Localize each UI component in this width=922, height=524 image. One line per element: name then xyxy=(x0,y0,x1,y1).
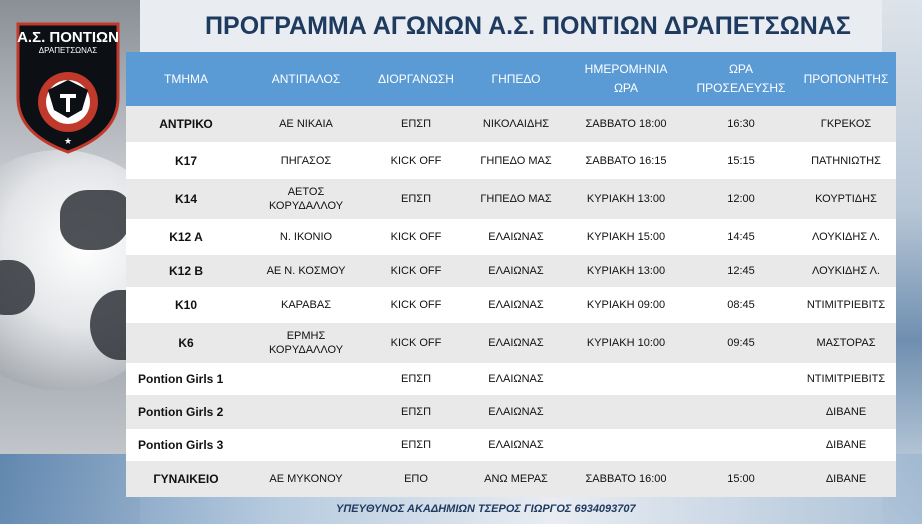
logo-name-bottom: ΔΡΑΠΕΤΣΩΝΑΣ xyxy=(38,46,98,55)
organizer-cell: ΕΠΣΠ xyxy=(366,429,466,461)
arrival-time-cell: 12:00 xyxy=(686,179,796,219)
table-row xyxy=(126,255,896,287)
opponent-cell xyxy=(246,255,366,287)
column-header-line: ΠΡΟΠΟΝΗΤΗΣ xyxy=(803,71,889,86)
date-time-cell: ΣΑΒΒΑΤΟ 16:00 xyxy=(566,461,686,497)
coach-cell: ΛΟΥΚΙΔΗΣ Λ. xyxy=(796,255,896,287)
date-time-cell: ΚΥΡΙΑΚΗ 13:00 xyxy=(566,179,686,219)
arrival-time-cell: 16:30 xyxy=(686,106,796,142)
column-header xyxy=(796,52,896,106)
arrival-time-cell: 15:00 xyxy=(686,461,796,497)
dept-cell: Pontion Girls 3 xyxy=(126,429,246,461)
organizer-cell: ΕΠΣΠ xyxy=(366,363,466,395)
table-row xyxy=(126,461,896,497)
coach-cell: ΜΑΣΤΟΡΑΣ xyxy=(796,323,896,363)
arrival-time-cell xyxy=(686,429,796,461)
opponent-line: ΑΕ Ν. ΚΟΣΜΟΥ xyxy=(266,265,346,277)
column-header-line: ΩΡΑ xyxy=(728,62,754,76)
opponent-line: ΠΗΓΑΣΟΣ xyxy=(280,154,332,167)
field-cell: ΕΛΑΙΩΝΑΣ xyxy=(466,255,566,287)
dept-cell: Pontion Girls 1 xyxy=(126,363,246,395)
arrival-time-cell xyxy=(686,363,796,395)
date-time-cell: ΣΑΒΒΑΤΟ 16:15 xyxy=(566,142,686,179)
opponent-line: ΑΕ ΝΙΚΑΙΑ xyxy=(279,118,333,130)
star-icon: ★ xyxy=(63,136,73,146)
date-time-cell: ΚΥΡΙΑΚΗ 13:00 xyxy=(566,255,686,287)
date-time-cell xyxy=(566,363,686,395)
arrival-time-cell: 12:45 xyxy=(686,255,796,287)
opponent-cell xyxy=(246,461,366,497)
organizer-cell: ΕΠΟ xyxy=(366,461,466,497)
table-row xyxy=(126,142,896,179)
club-logo xyxy=(12,20,124,156)
dept-cell: ΑΝΤΡΙΚΟ xyxy=(126,106,246,142)
coach-cell: ΔΙΒΑΝΕ xyxy=(796,461,896,497)
organizer-cell: KICK OFF xyxy=(366,142,466,179)
organizer-cell: ΕΠΣΠ xyxy=(366,179,466,219)
opponent-cell xyxy=(246,142,366,179)
column-header-line: ΗΜΕΡΟΜΗΝΙΑ xyxy=(584,62,668,76)
opponent-cell xyxy=(246,323,366,363)
dept-cell: Κ12 Α xyxy=(126,219,246,255)
dept-cell: Κ17 xyxy=(126,142,246,179)
date-time-cell: ΚΥΡΙΑΚΗ 09:00 xyxy=(566,287,686,323)
dept-cell: Pontion Girls 2 xyxy=(126,395,246,429)
opponent-line: Ν. ΙΚΟΝΙΟ xyxy=(279,231,333,243)
table-row xyxy=(126,395,896,429)
organizer-cell: KICK OFF xyxy=(366,287,466,323)
column-header xyxy=(246,52,366,106)
dept-cell: ΓΥΝΑΙΚΕΙΟ xyxy=(126,461,246,497)
field-cell: ΓΗΠΕΔΟ ΜΑΣ xyxy=(466,142,566,179)
column-header xyxy=(366,52,466,106)
dept-cell: Κ14 xyxy=(126,179,246,219)
schedule-table xyxy=(126,52,896,497)
opponent-cell xyxy=(246,219,366,255)
opponent-cell xyxy=(246,179,366,219)
table-row xyxy=(126,429,896,461)
opponent-line: ΑΕΤΟΣ xyxy=(287,186,325,198)
date-time-cell: ΣΑΒΒΑΤΟ 18:00 xyxy=(566,106,686,142)
column-header-line: ΔΙΟΡΓΑΝΩΣΗ xyxy=(378,71,454,86)
coach-cell: ΛΟΥΚΙΔΗΣ Λ. xyxy=(796,219,896,255)
coach-cell: ΠΑΤΗΝΙΩΤΗΣ xyxy=(796,142,896,179)
opponent-line: ΚΟΡΥΔΑΛΛΟΥ xyxy=(268,200,344,212)
dept-cell: Κ10 xyxy=(126,287,246,323)
dept-cell: Κ12 Β xyxy=(126,255,246,287)
table-header-row xyxy=(126,52,896,106)
opponent-line: ΑΕ ΜΥΚΟΝΟΥ xyxy=(269,473,343,485)
opponent-cell xyxy=(246,429,366,461)
field-cell: ΓΗΠΕΔΟ ΜΑΣ xyxy=(466,179,566,219)
coach-cell: ΚΟΥΡΤΙΔΗΣ xyxy=(796,179,896,219)
organizer-cell: KICK OFF xyxy=(366,219,466,255)
field-cell: ΕΛΑΙΩΝΑΣ xyxy=(466,219,566,255)
column-header xyxy=(686,52,796,106)
organizer-cell: KICK OFF xyxy=(366,323,466,363)
opponent-cell xyxy=(246,287,366,323)
opponent-line: ΚΑΡΑΒΑΣ xyxy=(280,299,331,311)
column-header xyxy=(126,52,246,106)
table-row xyxy=(126,179,896,219)
column-header-line: ΤΜΗΜΑ xyxy=(164,71,208,86)
column-header-line: ΠΡΟΣΕΛΕΥΣΗΣ xyxy=(696,81,786,95)
arrival-time-cell: 15:15 xyxy=(686,142,796,179)
coach-cell: ΝΤΙΜΙΤΡΙΕΒΙΤΣ xyxy=(796,363,896,395)
arrival-time-cell: 09:45 xyxy=(686,323,796,363)
opponent-cell xyxy=(246,395,366,429)
opponent-line: ΕΡΜΗΣ xyxy=(286,330,326,342)
column-header-line: ΩΡΑ xyxy=(613,81,639,95)
date-time-cell: ΚΥΡΙΑΚΗ 10:00 xyxy=(566,323,686,363)
field-cell: ΝΙΚΟΛΑΙΔΗΣ xyxy=(466,106,566,142)
date-time-cell xyxy=(566,395,686,429)
arrival-time-cell: 08:45 xyxy=(686,287,796,323)
organizer-cell: ΕΠΣΠ xyxy=(366,106,466,142)
table-row xyxy=(126,363,896,395)
field-cell: ΑΝΩ ΜΕΡΑΣ xyxy=(466,461,566,497)
page-title: ΠΡΟΓΡΑΜΜΑ ΑΓΩΝΩΝ Α.Σ. ΠΟΝΤΙΩΝ ΔΡΑΠΕΤΣΩΝΑΣ xyxy=(205,12,851,40)
column-header-line: ΓΗΠΕΔΟ xyxy=(491,71,541,86)
field-cell: ΕΛΑΙΩΝΑΣ xyxy=(466,395,566,429)
date-time-cell: ΚΥΡΙΑΚΗ 15:00 xyxy=(566,219,686,255)
field-cell: ΕΛΑΙΩΝΑΣ xyxy=(466,287,566,323)
field-cell: ΕΛΑΙΩΝΑΣ xyxy=(466,429,566,461)
table-row xyxy=(126,287,896,323)
column-header xyxy=(566,52,686,106)
logo-name-top: Α.Σ. ΠΟΝΤΙΩΝ xyxy=(17,29,119,46)
opponent-line: ΚΟΡΥΔΑΛΛΟΥ xyxy=(268,344,344,356)
field-cell: ΕΛΑΙΩΝΑΣ xyxy=(466,323,566,363)
opponent-cell xyxy=(246,363,366,395)
arrival-time-cell xyxy=(686,395,796,429)
coach-cell: ΔΙΒΑΝΕ xyxy=(796,429,896,461)
organizer-cell: ΕΠΣΠ xyxy=(366,395,466,429)
academy-contact: ΥΠΕΥΘΥΝΟΣ ΑΚΑΔΗΜΙΩΝ ΤΣΕΡΟΣ ΓΙΩΡΓΟΣ 6934093707 xyxy=(336,503,636,515)
table-row xyxy=(126,323,896,363)
organizer-cell: KICK OFF xyxy=(366,255,466,287)
coach-cell: ΓΚΡΕΚΟΣ xyxy=(796,106,896,142)
table-row xyxy=(126,106,896,142)
coach-cell: ΔΙΒΑΝΕ xyxy=(796,395,896,429)
dept-cell: Κ6 xyxy=(126,323,246,363)
arrival-time-cell: 14:45 xyxy=(686,219,796,255)
column-header xyxy=(466,52,566,106)
opponent-cell xyxy=(246,106,366,142)
coach-cell: ΝΤΙΜΙΤΡΙΕΒΙΤΣ xyxy=(796,287,896,323)
date-time-cell xyxy=(566,429,686,461)
field-cell: ΕΛΑΙΩΝΑΣ xyxy=(466,363,566,395)
column-header-line: ΑΝΤΙΠΑΛΟΣ xyxy=(271,71,341,86)
table-row xyxy=(126,219,896,255)
